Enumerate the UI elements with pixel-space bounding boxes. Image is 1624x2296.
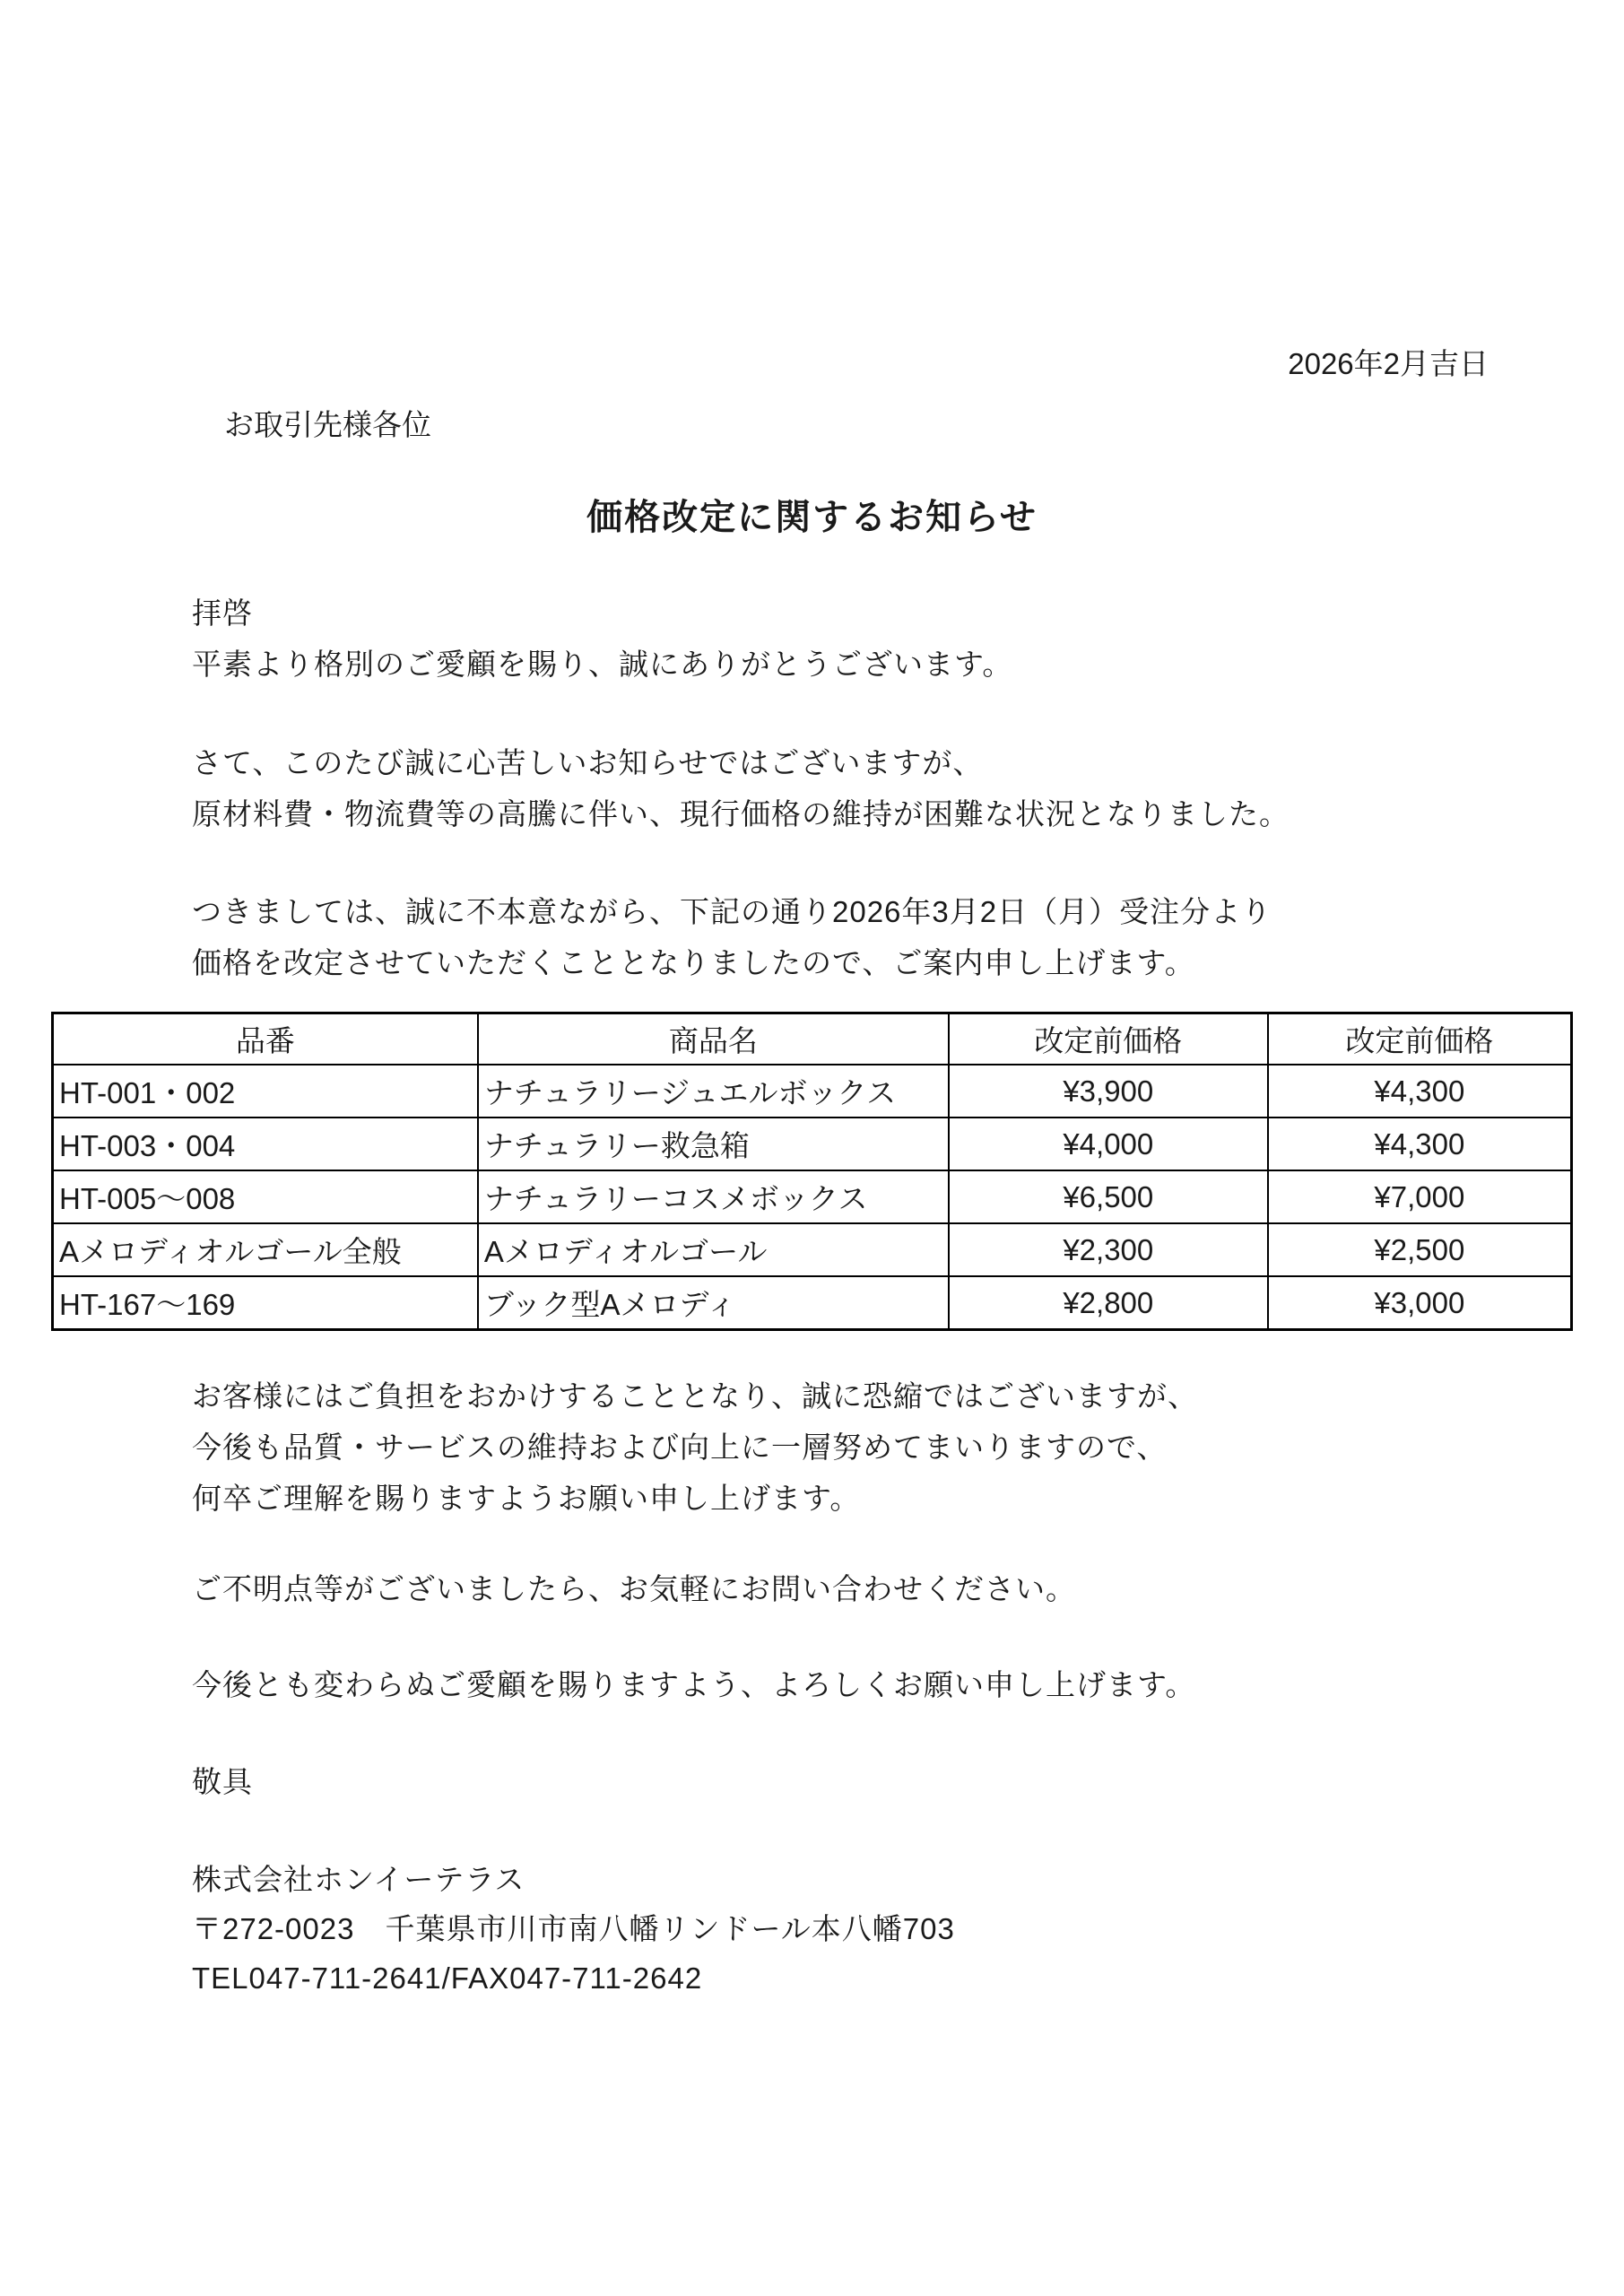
closing-word: 敬具	[192, 1765, 253, 1798]
table-header-cell-1: 商品名	[478, 1013, 949, 1065]
table-cell-r4-c3: ¥3,000	[1268, 1276, 1572, 1330]
page-title: 価格改定に関するお知らせ	[586, 498, 1038, 537]
company-tel-fax: TEL047-711-2641/FAX047-711-2642	[192, 1961, 703, 1995]
table-cell-r1-c0: HT-003・004	[53, 1118, 478, 1170]
table-cell-r4-c1: ブック型Aメロディ	[478, 1276, 949, 1330]
recipient-line: お取引先様各位	[224, 408, 431, 441]
table-cell-r4-c0: HT-167〜169	[53, 1276, 478, 1330]
greeting-paragraph	[192, 587, 1012, 690]
table-cell-r3-c3: ¥2,500	[1268, 1223, 1572, 1276]
table-cell-r0-c2: ¥3,900	[949, 1065, 1268, 1118]
paragraph-4-line-2: 今後も品質・サービスの維持および向上に一層努めてまいりますので、	[192, 1431, 1168, 1464]
reason-paragraph	[192, 737, 1290, 839]
table-row	[53, 1170, 1572, 1223]
table-cell-r2-c1: ナチュラリーコスメボックス	[478, 1170, 949, 1223]
table-header-row	[53, 1013, 1572, 1065]
table-cell-r3-c1: Aメロディオルゴール	[478, 1223, 949, 1276]
document-date: 2026年2月吉日	[1288, 347, 1489, 380]
paragraph-2-line-1: さて、このたび誠に心苦しいお知らせではございますが、	[192, 746, 984, 779]
paragraph-2-line-2: 原材料費・物流費等の高騰に伴い、現行価格の維持が困難な状況となりました。	[192, 797, 1290, 831]
apology-paragraph	[192, 1370, 1198, 1524]
inquiry-paragraph: ご不明点等がございましたら、お気軽にお問い合わせください。	[192, 1572, 1076, 1605]
table-cell-r0-c3: ¥4,300	[1268, 1065, 1572, 1118]
table-cell-r3-c2: ¥2,300	[949, 1223, 1268, 1276]
company-name: 株式会社ホンイーテラス	[192, 1863, 525, 1896]
table-cell-r3-c0: Aメロディオルゴール全般	[53, 1223, 478, 1276]
table-cell-r4-c2: ¥2,800	[949, 1276, 1268, 1330]
table-cell-r2-c3: ¥7,000	[1268, 1170, 1572, 1223]
table-cell-r2-c0: HT-005〜008	[53, 1170, 478, 1223]
company-address: 〒272-0023 千葉県市川市南八幡リンドール本八幡703	[192, 1912, 955, 1945]
table-cell-r1-c1: ナチュラリー救急箱	[478, 1118, 949, 1170]
paragraph-3-line-2: 価格を改定させていただくこととなりましたので、ご案内申し上げます。	[192, 946, 1195, 979]
table-row	[53, 1276, 1572, 1330]
table-header-cell-0: 品番	[53, 1013, 478, 1065]
paragraph-1-line-1: 平素より格別のご愛顧を賜り、誠にありがとうございます。	[192, 648, 1013, 681]
paragraph-4-line-3: 何卒ご理解を賜りますようお願い申し上げます。	[192, 1482, 861, 1515]
table-cell-r0-c0: HT-001・002	[53, 1065, 478, 1118]
table-cell-r1-c2: ¥4,000	[949, 1118, 1268, 1170]
table-row	[53, 1118, 1572, 1170]
paragraph-3-line-1: つきましては、誠に不本意ながら、下記の通り2026年3月2日（月）受注分より	[192, 895, 1272, 928]
price-revision-table	[51, 1012, 1573, 1331]
table-cell-r0-c1: ナチュラリージュエルボックス	[478, 1065, 949, 1118]
thanks-paragraph: 今後とも変わらぬご愛顧を賜りますよう、よろしくお願い申し上げます。	[192, 1668, 1196, 1701]
table-row	[53, 1065, 1572, 1118]
sender-block	[192, 1855, 955, 2003]
greeting-line: 拝啓	[192, 596, 253, 630]
table-row	[53, 1223, 1572, 1276]
table-cell-r2-c2: ¥6,500	[949, 1170, 1268, 1223]
revision-paragraph	[192, 886, 1272, 988]
table-cell-r1-c3: ¥4,300	[1268, 1118, 1572, 1170]
table-header-cell-2: 改定前価格	[949, 1013, 1268, 1065]
paragraph-4-line-1: お客様にはご負担をおかけすることとなり、誠に恐縮ではございますが、	[192, 1379, 1198, 1413]
table-header-cell-3: 改定前価格	[1268, 1013, 1572, 1065]
